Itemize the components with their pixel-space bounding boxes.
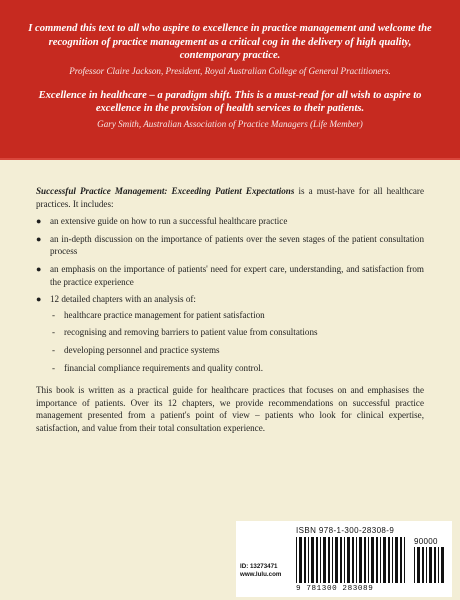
list-item [36, 293, 424, 374]
endorsement-quote-2: Excellence in healthcare – a paradigm shift. This is a must-read for all wish to aspire to excellence in the provision of health services to their patients. [38, 89, 422, 115]
barcode-bar [371, 537, 374, 583]
barcode-bar [429, 547, 432, 583]
barcode-bar [323, 537, 326, 583]
barcode-bar [364, 537, 366, 583]
bullet-icon: ● [36, 233, 42, 244]
barcode-bar [296, 537, 297, 583]
barcode-bar [417, 547, 420, 583]
barcode-bar [392, 537, 393, 583]
sub-list-item [50, 344, 424, 357]
barcode-bar [352, 537, 354, 583]
barcode-bar [426, 547, 427, 583]
bullet-icon: ● [36, 216, 42, 227]
barcode-bar [380, 537, 381, 583]
barcode-bar [414, 547, 415, 583]
barcode-bar [400, 537, 402, 583]
bullet-icon: ● [36, 294, 42, 305]
intro-text: is a must-have for all healthcare practices. It includes: [36, 186, 424, 209]
intro-paragraph [36, 185, 424, 210]
barcode-bar [404, 537, 405, 583]
barcode-panel [236, 521, 452, 597]
barcode-bar [311, 537, 314, 583]
lulu-id: ID: 13273471 [240, 563, 278, 570]
list-item-text: 12 detailed chapters with an analysis of: [50, 294, 196, 305]
barcode-digits: 9 781300 283089 [296, 585, 374, 593]
barcode-bar [376, 537, 378, 583]
barcode-bar [308, 537, 309, 583]
list-item-text: an emphasis on the importance of patients' need for expert care, understanding, and satisfaction from the practice experience [50, 263, 424, 287]
isbn-barcode [296, 537, 408, 583]
description [36, 185, 424, 435]
sub-list-item-text: financial compliance requirements and quality control. [64, 362, 263, 373]
barcode-bar [441, 547, 444, 583]
sub-list-item-text: developing personnel and practice systems [64, 344, 220, 355]
barcode-bar [395, 537, 398, 583]
dash-icon: - [52, 327, 56, 338]
endorsement-attribution-1: Professor Claire Jackson, President, Royal Australian College of General Practitioners. [69, 65, 391, 76]
barcode-bar [304, 537, 306, 583]
sub-list-item-text: healthcare practice management for patient satisfaction [64, 309, 265, 320]
sub-list-item [50, 362, 424, 375]
barcode-bar [344, 537, 345, 583]
barcode-bar [320, 537, 321, 583]
lulu-url: www.lulu.com [240, 571, 282, 578]
sub-list-item-text: recognising and removing barriers to patient value from consultations [64, 327, 318, 338]
barcode-bar [328, 537, 330, 583]
list-item [36, 233, 424, 258]
book-title: Successful Practice Management: Exceeding Patient Expectations [36, 186, 295, 196]
closing-paragraph: This book is written as a practical guide for healthcare practices that focuses on and emphasises the importance of patients. Over its 12 chapters, we provide recommendations on successful practice management presented from a patient's point of view – patients who look for clinical expertise, satisfaction, and value from their total consultation experience. [36, 385, 424, 433]
barcode-bar [347, 537, 350, 583]
chapter-topics-list [50, 309, 424, 374]
isbn-label: ISBN 978-1-300-28308-9 [296, 526, 395, 535]
endorsement-band [0, 0, 460, 160]
barcode-bar [438, 547, 439, 583]
price-code: 90000 [414, 537, 438, 546]
lulu-info [240, 563, 281, 579]
endorsement-attribution-2: Gary Smith, Australian Association of Practice Managers (Life Member) [97, 118, 363, 129]
bullet-icon: ● [36, 263, 42, 274]
barcode-bar [422, 547, 424, 583]
barcode-bar [434, 547, 436, 583]
dash-icon: - [52, 309, 56, 320]
barcode-bar [340, 537, 342, 583]
list-item [36, 263, 424, 288]
sub-list-item [50, 326, 424, 339]
list-item-text: an in-depth discussion on the importance of patients over the seven stages of the patient consultation process [50, 233, 424, 257]
list-item [36, 215, 424, 228]
list-item-text: an extensive guide on how to run a successful healthcare practice [50, 216, 288, 227]
sub-list-item [50, 309, 424, 322]
barcode-bar [383, 537, 386, 583]
barcode-bar [359, 537, 362, 583]
barcode-bar [332, 537, 333, 583]
barcode-bar [335, 537, 338, 583]
barcode-bar [316, 537, 318, 583]
endorsement-quote-1: I commend this text to all who aspire to excellence in practice management and welcome the recognition of practice management as a critical cog in the delivery of high quality, contemporary practice. [28, 23, 432, 62]
dash-icon: - [52, 344, 56, 355]
feature-list [36, 215, 424, 374]
barcode-bar [299, 537, 302, 583]
price-barcode [414, 547, 446, 583]
barcode-bar [388, 537, 390, 583]
barcode-bar [368, 537, 369, 583]
dash-icon: - [52, 362, 56, 373]
barcode-bar [356, 537, 357, 583]
